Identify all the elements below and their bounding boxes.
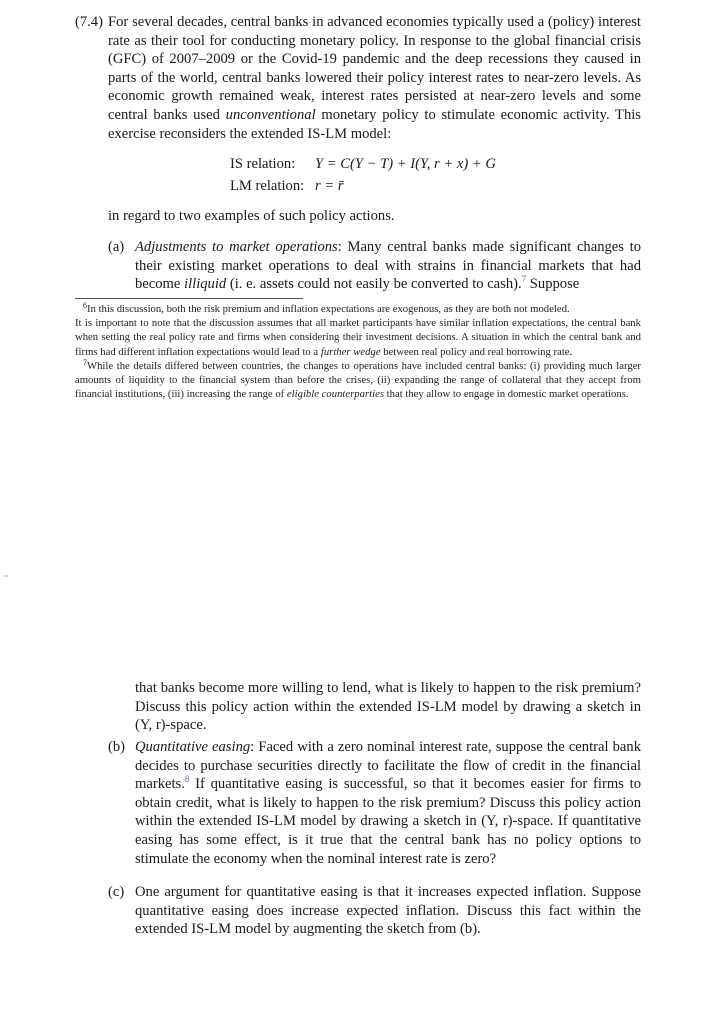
footnote-6 [75, 302, 641, 316]
item-a-body [135, 238, 641, 294]
is-relation-label: IS relation: [230, 156, 296, 172]
footnotes [75, 302, 641, 401]
footnote-7-text-2: that they allow to engage in domestic market operations. [383, 388, 629, 401]
footnote-6-continuation [75, 316, 641, 359]
exercise-intro-body [108, 13, 641, 143]
regard-text: in regard to two examples of such policy actions. [108, 208, 395, 224]
is-lm-equations [230, 153, 496, 197]
item-b-text-1: : Faced with a zero nominal interest rate, suppose the central bank decides to purchase securities directly to facilitate the flow of credit in the financial markets. [135, 739, 641, 793]
item-c [108, 883, 641, 939]
is-relation-expression: Y = C(Y − T) + I(Y, r + x) + G [315, 156, 496, 172]
intro-emphasis: unconventional [225, 106, 316, 123]
intro-text-1: For several decades, central banks in advanced economies typically used a (policy) interest rate as their tool for conducting monetary policy. In response to the global financial crisis (GFC) of 2007–2009 or the Covid-19 pandemic and the deep recessions they caused in parts of the world, central banks lowered their policy interest rates to near-zero levels. As economic growth remained weak, interest rates persisted at near-zero levels and some central banks used [108, 14, 641, 123]
exercise-number: (7.4) [75, 14, 103, 30]
lm-relation-expression: r = r̄ [315, 178, 344, 194]
item-b-text-2: If quantitative easing is successful, so that it becomes easier for firms to obtain credit, what is likely to happen to the risk premium? Discuss this policy action within the extended IS-LM model by drawing a sketch in (Y, r)-space. If quantitative easing has some effect, is it true that the central bank has no policy options to stimulate the economy when the nominal interest rate is zero? [135, 776, 641, 867]
footnote-6-cont-2: between real policy and real borrowing rate. [380, 345, 573, 358]
item-a-text-3: Suppose [526, 276, 580, 293]
item-a [108, 238, 641, 294]
footnote-6-emphasis: further wedge [320, 345, 381, 358]
item-a-text-2: (i. e. assets could not easily be converted to cash). [226, 276, 522, 293]
item-c-body: One argument for quantitative easing is that it increases expected inflation. Suppose quantitative easing does increase expected inflation. Discuss this fact within the extended IS-LM model by augmenting the sketch from (b). [135, 884, 641, 938]
footnote-7-mark: 7 [83, 357, 87, 367]
item-b [108, 738, 641, 868]
footnote-divider [75, 298, 303, 299]
exercise-intro [75, 13, 641, 143]
footnote-ref-8[interactable]: 8 [184, 774, 190, 785]
item-b-body [135, 738, 641, 868]
footnote-7 [75, 359, 641, 402]
item-b-title: Quantitative easing [135, 739, 251, 755]
footnote-7-text-1: While the details differed between countries, the changes to operations have included central banks: (i) providing much larger amounts of liquidity to the financial system than before the crises, (ii) expanding the range of collateral that they accept from financial institutions, (iii) increasing the range of [75, 359, 641, 401]
is-relation-row [230, 153, 496, 175]
item-a-illiquid: illiquid [184, 276, 227, 293]
item-a-text-1: : Many central banks made significant changes to their existing market operations to deal with strains in financial markets that had become [135, 239, 641, 293]
footnote-6-mark: 6 [83, 301, 87, 310]
item-b-label: (b) [108, 739, 126, 755]
item-c-label: (c) [108, 884, 125, 900]
footnote-ref-7[interactable]: 7 [521, 274, 527, 285]
item-a-title: Adjustments to market operations [135, 239, 338, 255]
lm-relation-label: LM relation: [230, 178, 305, 194]
footnote-6-cont-1: It is important to note that the discussion assumes that all market participants have similar inflation expectations, the central bank when setting the real policy rate and firms when considering their investment decisions. A situation in which the central bank and firms had different inflation expectations would lead to a [75, 317, 641, 358]
footnote-7-emphasis: eligible counterparties [286, 388, 384, 401]
scan-artifact [4, 575, 8, 577]
intro-text-2: monetary policy to stimulate economic activity. This exercise reconsiders the extended IS-LM model: [108, 106, 641, 142]
lm-relation-row [230, 175, 496, 197]
footnote-6-text: In this discussion, both the risk premium and inflation expectations are exogenous, as they are both not modeled. [87, 303, 570, 315]
item-a-label: (a) [108, 239, 125, 255]
item-a-continuation: that banks become more willing to lend, what is likely to happen to the risk premium? Discuss this policy action within the extended IS-LM model by drawing a sketch in (Y, r)-space. [135, 680, 641, 734]
